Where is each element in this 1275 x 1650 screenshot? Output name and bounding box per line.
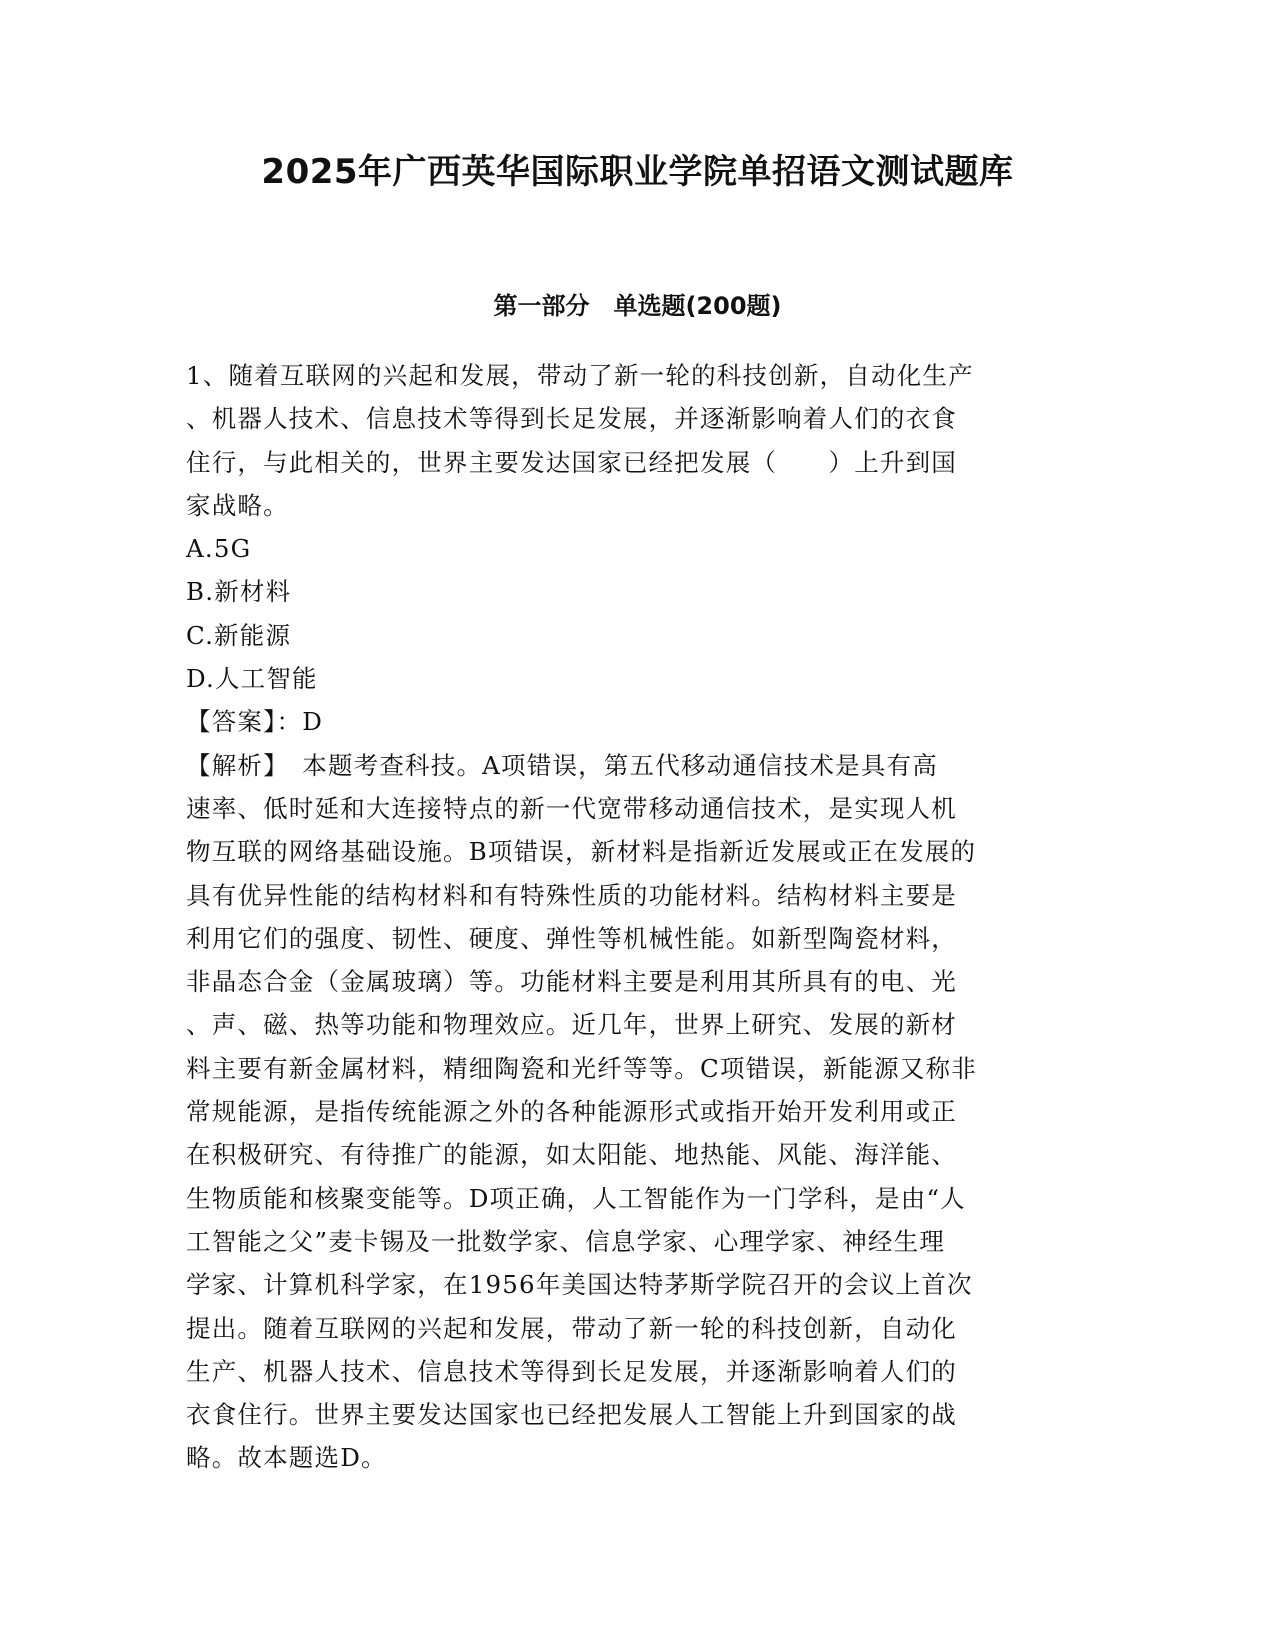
analysis-line: 物互联的网络基础设施。B项错误，新材料是指新近发展或正在发展的 bbox=[186, 837, 977, 867]
analysis-line: 衣食住行。世界主要发达国家也已经把发展人工智能上升到国家的战 bbox=[186, 1400, 957, 1430]
question-block bbox=[186, 354, 1086, 1480]
option-c: C.新能源 bbox=[186, 620, 292, 650]
document-title: 2025年广西英华国际职业学院单招语文测试题库 bbox=[261, 152, 1014, 192]
analysis-line: 在积极研究、有待推广的能源，如太阳能、地热能、风能、海洋能、 bbox=[186, 1140, 957, 1170]
analysis-line: 生产、机器人技术、信息技术等得到长足发展，并逐渐影响着人们的 bbox=[186, 1356, 957, 1386]
analysis-line: 略。故本题选D。 bbox=[186, 1443, 387, 1473]
analysis-line: 学家、计算机科学家，在1956年美国达特茅斯学院召开的会议上首次 bbox=[186, 1270, 973, 1300]
answer-line: 【答案】：D bbox=[186, 707, 324, 737]
option-d: D.人工智能 bbox=[186, 664, 318, 694]
analysis-line: 速率、低时延和大连接特点的新一代宽带移动通信技术，是实现人机 bbox=[186, 793, 957, 823]
question-stem-line: 家战略。 bbox=[186, 490, 289, 520]
analysis-line: 提出。随着互联网的兴起和发展，带动了新一轮的科技创新，自动化 bbox=[186, 1313, 957, 1343]
analysis-line: 常规能源，是指传统能源之外的各种能源形式或指开始开发利用或正 bbox=[186, 1097, 957, 1127]
analysis-line: 【解析】 本题考查科技。A项错误，第五代移动通信技术是具有高 bbox=[186, 750, 938, 780]
analysis-line: 工智能之父”麦卡锡及一批数学家、信息学家、心理学家、神经生理 bbox=[186, 1226, 946, 1256]
option-b: B.新材料 bbox=[186, 577, 292, 607]
question-stem-line: 住行，与此相关的，世界主要发达国家已经把发展（ ）上升到国 bbox=[186, 447, 957, 477]
analysis-line: 具有优异性能的结构材料和有特殊性质的功能材料。结构材料主要是 bbox=[186, 880, 957, 910]
analysis-line: 生物质能和核聚变能等。D项正确，人工智能作为一门学科，是由“人 bbox=[186, 1183, 966, 1213]
analysis-line: 利用它们的强度、韧性、硬度、弹性等机械性能。如新型陶瓷材料， bbox=[186, 923, 957, 953]
analysis-line: 非晶态合金（金属玻璃）等。功能材料主要是利用其所具有的电、光 bbox=[186, 967, 957, 997]
question-stem-line: 、机器人技术、信息技术等得到长足发展，并逐渐影响着人们的衣食 bbox=[186, 404, 957, 434]
question-stem-line: 1、随着互联网的兴起和发展，带动了新一轮的科技创新，自动化生产 bbox=[186, 361, 974, 390]
section-title: 第一部分 单选题(200题) bbox=[493, 292, 782, 320]
analysis-line: 、声、磁、热等功能和物理效应。近几年，世界上研究、发展的新材 bbox=[186, 1010, 957, 1040]
analysis-line: 料主要有新金属材料，精细陶瓷和光纤等等。C项错误，新能源又称非 bbox=[186, 1053, 977, 1083]
option-a: A.5G bbox=[186, 534, 252, 564]
